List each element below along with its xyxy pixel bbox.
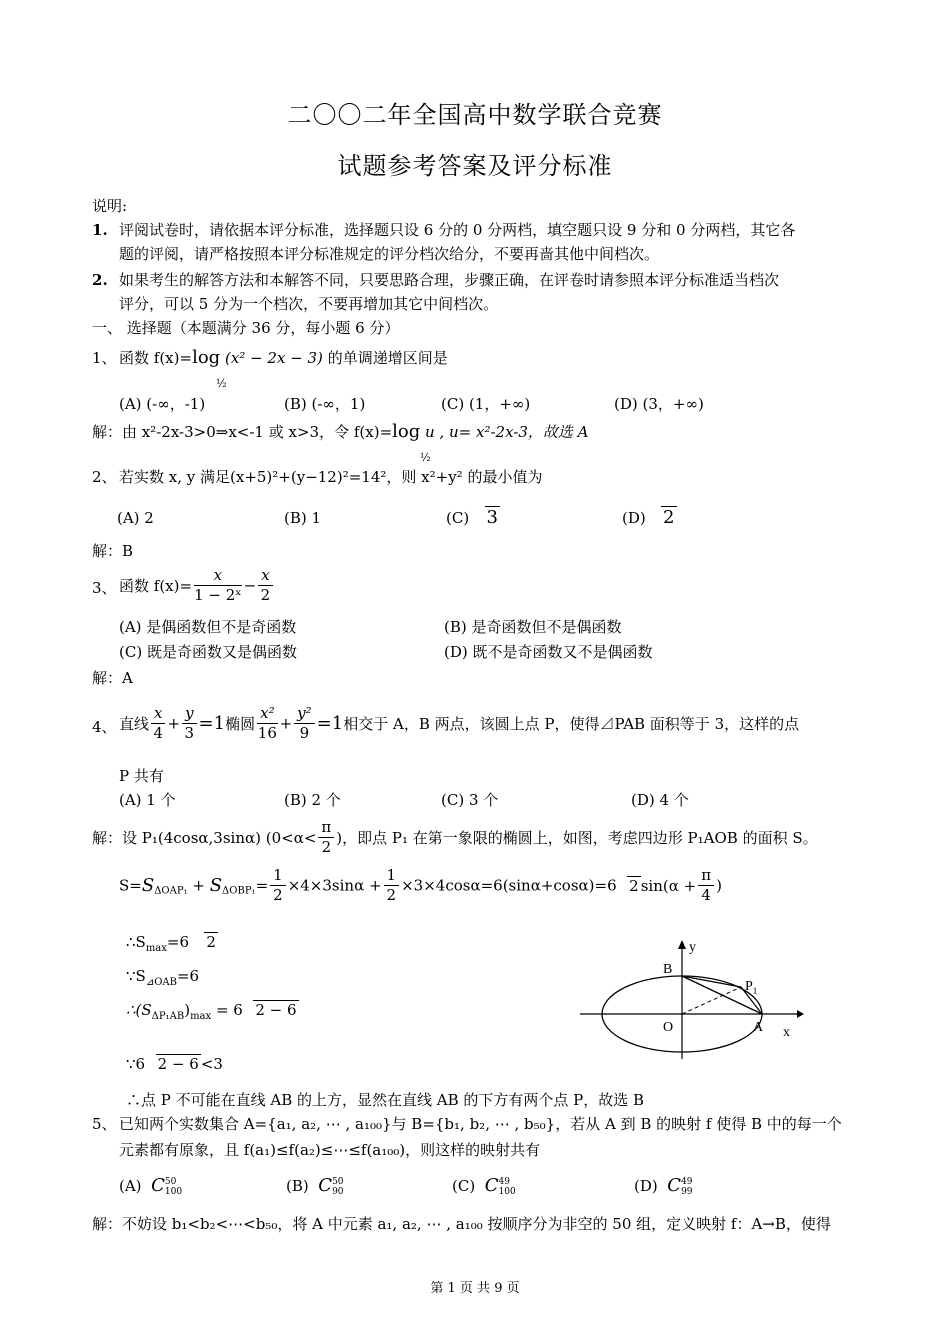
q2-solution: 解：B: [92, 542, 134, 560]
intro-num-1: 1.: [92, 221, 108, 239]
q4-option-a: (A) 1 个: [119, 791, 176, 809]
point-b-label: B: [663, 962, 673, 977]
q5-stem-a: 已知两个实数集合 A={a₁, a₂, ⋯ , a₁₀₀}与 B={b₁, b₂, ⋯ , b₅₀}，若从 A 到 B 的映射 f 使得 B 中的每一个: [119, 1115, 842, 1133]
q1-option-d: (D) (3，+∞): [614, 395, 704, 413]
q1-option-a: (A) (-∞，-1): [119, 395, 206, 413]
q2-stem: 若实数 x, y 满足(x+5)²+(y−12)²=14²，则 x²+y² 的最小值为: [119, 468, 543, 486]
intro-p1b: 题的评阅，请严格按照本评分标准规定的评分档次给分，不要再啬其他中间档次。: [119, 245, 660, 263]
y-axis-label: y: [689, 940, 696, 955]
q4-conclusion: ∴点 P 不可能在直线 AB 的上方，显然在直线 AB 的下方有两个点 P，故选 B: [126, 1091, 645, 1109]
y-axis-arrow: [678, 940, 686, 949]
q4-option-c: (C) 3 个: [441, 791, 499, 809]
q4-solution-line1: 解：设 P₁(4cosα,3sinα) (0<α< $\frac{\pi}{2}$ )，即点 P₁ 在第一象限的椭圆上，如图，考虑四边形 P₁AOB 的面积 S。: [92, 818, 818, 856]
ellipse-figure: [575, 935, 805, 1060]
intro-p2b: 评分，可以 5 分为一个档次，不要再增加其它中间档次。: [119, 295, 499, 313]
q5-option-b: (B) C50 90: [286, 1175, 344, 1197]
q2-option-b: (B) 1: [284, 509, 322, 527]
q3-stem: 函数 f(x)= $\frac{x}{\text{1 − 2ˣ}}$ − $\frac{x}{2}$: [119, 566, 275, 605]
q4-smax: $\therefore S_{max}=6$ 2: [126, 933, 216, 954]
q4-area-formula: $S=S_{\Delta OAP_1} + S_{\Delta OBP_1}=$ $\frac{1}{2}$ ×4×3sinα + $\frac{1}{2}$ ×3×4cosα=6(sinα+cosα)=6 2 sin(α + $\frac{\pi}{4}$ ): [119, 866, 722, 904]
q2-option-d: (D) 2: [622, 507, 675, 528]
q5-solution: 解：不妨设 b₁<b₂<⋯<b₅₀，将 A 中元素 a₁, a₂, ⋯ , a₁₀₀ 按顺序分为非空的 50 组，定义映射 f：A→B，使得: [92, 1215, 831, 1233]
q2-number: 2、: [92, 468, 117, 486]
q2-option-c: (C) 3: [446, 507, 498, 528]
q1-option-b: (B) (-∞，1): [284, 395, 366, 413]
q4-stem: 直线 $\frac{x}{4}$ + $\frac{y}{3}$ =1椭圆 $\frac{\text{x²}}{16}$ + $\frac{\text{y²}}{9}$ =1相交于 A，B 两点，该圆上点 P，使得⊿PAB 面积等于 3，这样的点: [119, 704, 800, 742]
intro-label: 说明:: [92, 197, 128, 215]
q4-number: 4、: [92, 718, 117, 736]
point-o-label: O: [663, 1020, 674, 1035]
q3-solution: 解：A: [92, 669, 133, 687]
q5-stem-b: 元素都有原象，且 f(a₁)≤f(a₂)≤⋯≤f(a₁₀₀)，则这样的映射共有: [119, 1141, 541, 1159]
q3-option-a: (A) 是偶函数但不是奇函数: [119, 618, 297, 636]
page-subtitle: 试题参考答案及评分标准: [337, 152, 613, 180]
segment-bp1: [682, 976, 741, 987]
q4-spab: $\therefore(S_{\Delta P_1AB})_{max} = 6$ 2 − 6: [126, 1001, 297, 1022]
q4-soab: $\because S_{⊿OAB}=6$: [126, 967, 200, 988]
q3-option-b: (B) 是奇函数但不是偶函数: [444, 618, 622, 636]
q1-option-c: (C) (1，+∞): [441, 395, 531, 413]
q4-option-b: (B) 2 个: [284, 791, 341, 809]
q5-option-c: (C) C49 100: [452, 1175, 516, 1197]
page-title: 二〇〇二年全国高中数学联合竞赛: [287, 101, 663, 129]
page-footer: 第 1 页 共 9 页: [430, 1281, 520, 1296]
section-heading: 一、 选择题（本题满分 36 分，每小题 6 分）: [92, 319, 400, 337]
x-axis-label: x: [783, 1025, 790, 1040]
q3-option-c: (C) 既是奇函数又是偶函数: [119, 643, 297, 661]
q1-stem: 函数 f(x)=log (x² − 2x − 3) 的单调递增区间是: [119, 347, 448, 368]
q5-option-d: (D) C49 99: [634, 1175, 693, 1197]
intro-p1a: 评阅试卷时，请依据本评分标准，选择题只设 6 分的 0 分两档，填空题只设 9 分和 0 分两档，其它各: [119, 221, 796, 239]
q4-option-d: (D) 4 个: [631, 791, 689, 809]
q2-option-a: (A) 2: [117, 509, 154, 527]
intro-num-2: 2.: [92, 271, 108, 289]
q1-sol-log-base: ½: [420, 451, 431, 464]
q1-number: 1、: [92, 349, 117, 367]
q1-solution: 解：由 x²-2x-3>0⇒x<-1 或 x>3，令 f(x)=log u , u= x²-2x-3，故选 A: [92, 421, 589, 442]
q5-number: 5、: [92, 1115, 117, 1133]
x-axis-arrow: [797, 1010, 804, 1018]
point-p1-label: $P_1$: [745, 979, 758, 996]
q3-number: 3、: [92, 579, 117, 597]
q4-stem-end: P 共有: [119, 767, 164, 785]
point-a-label: A: [753, 1020, 764, 1035]
q4-inequality: ∵6 2 − 6 <3: [126, 1055, 223, 1073]
q5-option-a: (A) C50 100: [119, 1175, 183, 1197]
intro-p2a: 如果考生的解答方法和本解答不同，只要思路合理，步骤正确，在评卷时请参照本评分标准适当档次: [119, 271, 780, 289]
q1-log-base: ½: [216, 377, 227, 390]
q3-option-d: (D) 既不是奇函数又不是偶函数: [444, 643, 653, 661]
